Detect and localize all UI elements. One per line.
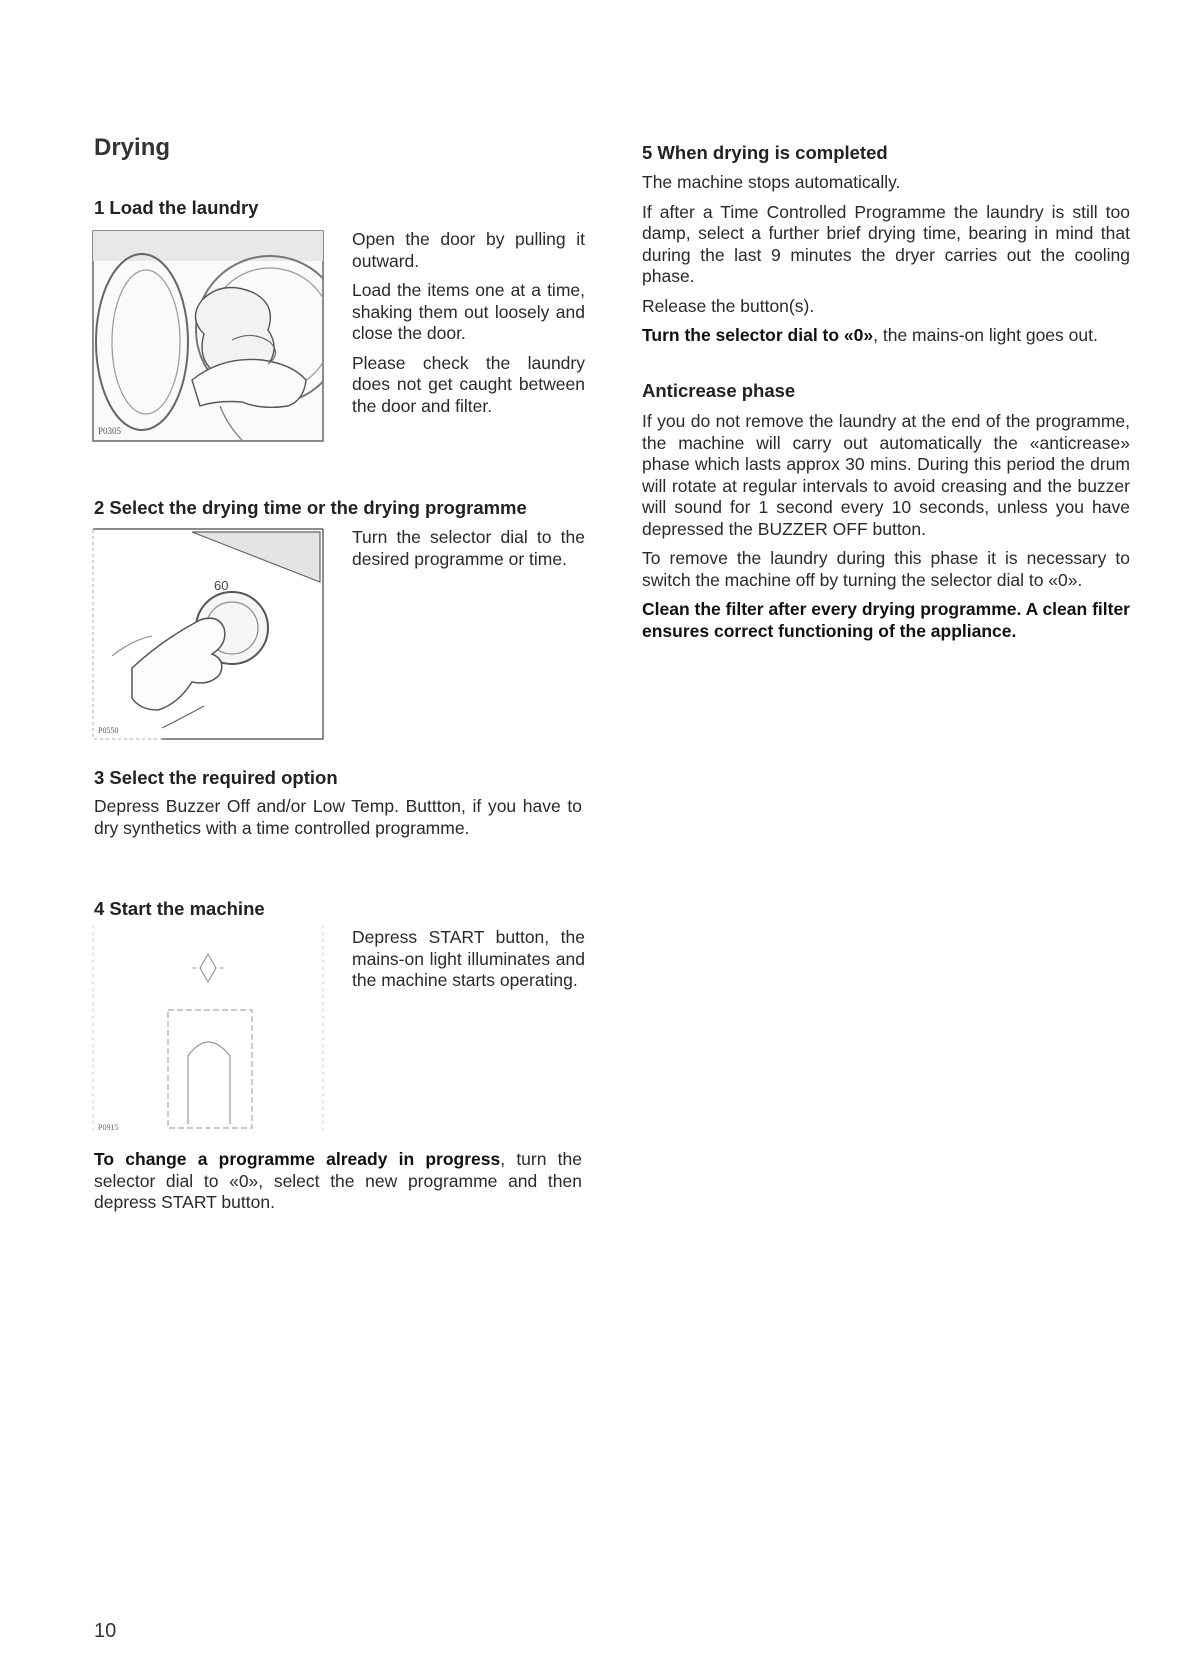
change-programme-rest: , turn the selector dial to «0», select the new programme and then depress START button. (94, 1149, 582, 1212)
step5-heading: 5 When drying is completed (642, 142, 888, 163)
fig-code-p0915: P0915 (98, 1123, 119, 1132)
start-button-illustration (92, 924, 324, 1136)
step3-text: Depress Buzzer Off and/or Low Temp. Buttton, if you have to dry synthetics with a time controlled programme. (94, 796, 582, 838)
step1-text-3: Please check the laundry does not get caught between the door and filter. (352, 352, 585, 416)
step5-text-3: Release the button(s). (642, 295, 815, 316)
anticrease-text-2: To remove the laundry during this phase it is necessary to switch the machine off by turning the selector dial to «0». (642, 548, 1130, 590)
anticrease-text-1: If you do not remove the laundry at the end of the programme, the machine will carry out automatically the «anticrease» phase which lasts approx 30 mins. During this period the drum will rotate at regular intervals to avoid creasing and the buzzer will sound for 1 second every 10 seconds, unless you have depressed the BUZZER OFF button. (642, 411, 1130, 539)
step4-text: Depress START button, the mains-on light illuminates and the machine starts operating. (352, 927, 585, 990)
step3-heading: 3 Select the required option (94, 767, 338, 788)
change-programme-bold: To change a programme already in progress (94, 1149, 501, 1169)
selector-dial-illustration (92, 528, 324, 740)
step2-text: Turn the selector dial to the desired programme or time. (352, 527, 585, 569)
dial-value-60: 60 (214, 578, 229, 593)
load-laundry-illustration (92, 230, 324, 442)
anticrease-text-3: Clean the filter after every drying programme. A clean filter ensures correct functioning of the appliance. (642, 599, 1130, 641)
fig-code-p0305: P0305 (98, 426, 122, 436)
step5-text-4-bold: Turn the selector dial to «0» (642, 325, 874, 345)
change-programme-note (94, 1149, 582, 1214)
fig-code-p0550: P0550 (98, 726, 119, 735)
page-title: Drying (94, 134, 171, 161)
step5-text-1: The machine stops automatically. (642, 172, 901, 192)
page-number: 10 (94, 1620, 117, 1642)
step5-text-2: If after a Time Controlled Programme the laundry is still too damp, select a further brief drying time, bearing in mind that during the last 9 minutes the dryer carries out the cooling phase. (642, 201, 1130, 286)
step5-text-4-rest: , the mains-on light goes out. (873, 325, 1098, 345)
anticrease-heading: Anticrease phase (642, 380, 796, 401)
step1-heading: 1 Load the laundry (94, 197, 259, 218)
step2-heading: 2 Select the drying time or the drying programme (94, 497, 527, 518)
step5-text-4 (642, 325, 1130, 347)
step4-heading: 4 Start the machine (94, 898, 265, 919)
step1-text-1: Open the door by pulling it outward. (352, 229, 585, 271)
step1-text-2: Load the items one at a time, shaking them out loosely and close the door. (352, 280, 585, 343)
